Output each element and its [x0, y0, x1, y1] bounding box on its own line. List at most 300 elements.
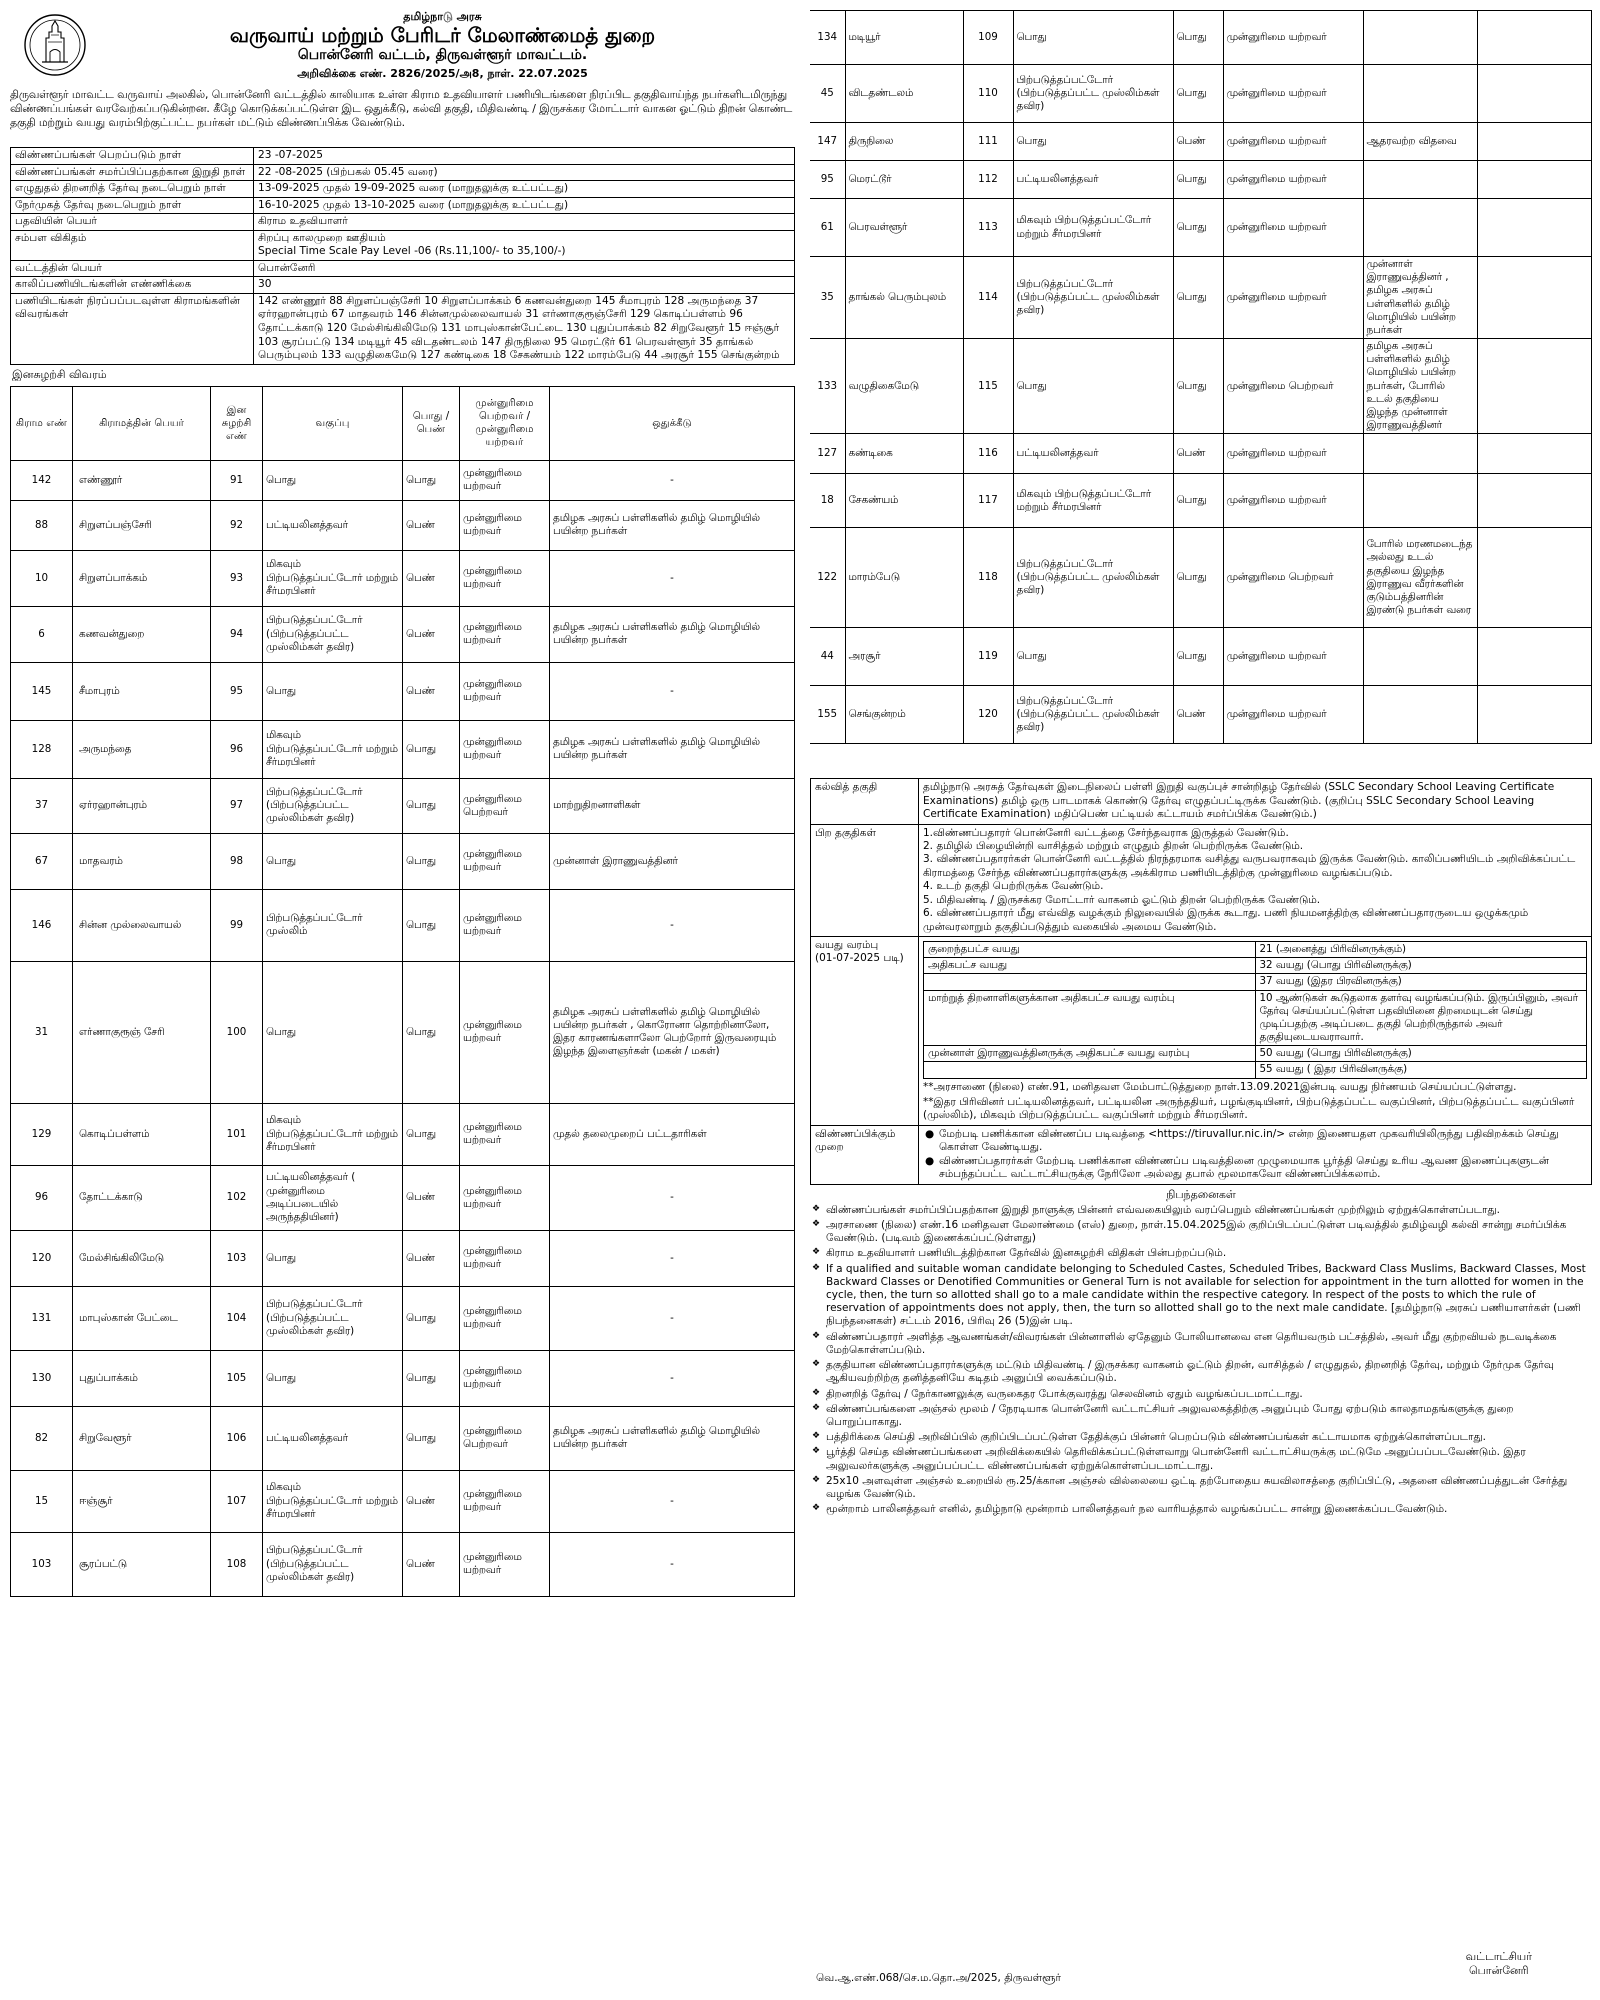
- cell-gen: பெண்: [403, 1470, 460, 1532]
- cell-cls: பொது: [263, 1230, 403, 1286]
- cell-no: 155: [810, 686, 845, 744]
- cell-no: 37: [11, 778, 73, 833]
- cell-cls: பிற்படுத்தப்பட்டோர் (பிற்படுத்தப்பட்ட முஸ்லிம்கள் தவிர): [263, 1286, 403, 1350]
- cell-rot: 113: [963, 199, 1013, 257]
- cell-pri: முன்னுரிமை யற்றவர்: [460, 1103, 550, 1165]
- cell-gen: பெண்: [1173, 123, 1223, 161]
- cell-name: சிறுவேளூர்: [73, 1406, 211, 1470]
- table-row: [11, 1532, 795, 1596]
- cell-res: [1363, 434, 1477, 474]
- cell-pri: முன்னுரிமை யற்றவர்: [460, 550, 550, 606]
- cell-gen: பொது: [1173, 628, 1223, 686]
- other-qual-item: 6. விண்ணப்பதாரர் மீது எவ்வித வழக்கும் நிலுவையில் இருக்க கூடாது. பணி நியமனத்திற்கு விண்ணப்பதாரருடைய ஒழுக்கமும் முன்வரலாறும் தகுதிப்படுத்தும் வகையில் அமைய வேண்டும்.: [923, 907, 1529, 933]
- cell-gen: பெண்: [403, 1532, 460, 1596]
- condition-item: ❖ 25x10 அளவுள்ள அஞ்சல் உறையில் ரூ.25/க்கான அஞ்சல் வில்லையை ஒட்டி தற்போதைய சுயவிலாசத்தை குறிப்பிட்டு, அதனை விண்ணப்பத்துடன் சேர்த்து வழங்க வேண்டும்.: [810, 1475, 1592, 1501]
- cell-name: எர்ணாகுரூஞ் சேரி: [73, 961, 211, 1103]
- info-row: [11, 230, 795, 260]
- cell-spacer: [1477, 11, 1592, 65]
- cell-no: 10: [11, 550, 73, 606]
- cell-name: புதுப்பாக்கம்: [73, 1350, 211, 1406]
- table-row: [810, 123, 1592, 161]
- cell-name: அரசூர்: [845, 628, 963, 686]
- cell-res: -: [550, 1230, 795, 1286]
- signature-block: [1466, 1950, 1532, 1978]
- cell-no: 122: [810, 528, 845, 628]
- cell-pri: முன்னுரிமை யற்றவர்: [460, 1532, 550, 1596]
- info-value: [254, 214, 795, 231]
- cell-name: கொடிப்பள்ளம்: [73, 1103, 211, 1165]
- cell-pri: முன்னுரிமை யற்றவர்: [1223, 123, 1363, 161]
- cell-cls: பொது: [263, 961, 403, 1103]
- cell-cls: மிகவும் பிற்படுத்தப்பட்டோர் மற்றும் சீர்மரபினர்: [263, 1103, 403, 1165]
- cell-no: 133: [810, 339, 845, 434]
- info-value-text: 30: [258, 278, 272, 291]
- cell-res: தமிழக அரசுப் பள்ளிகளில் தமிழ் மொழியில் பயின்ற நபர்கள்: [550, 606, 795, 662]
- info-value-text: 22 -08-2025 (பிற்பகல் 05.45 வரை): [258, 165, 438, 178]
- cell-pri: முன்னுரிமை யற்றவர்: [460, 662, 550, 720]
- cell-gen: பொது: [403, 1350, 460, 1406]
- cell-rot: 105: [211, 1350, 263, 1406]
- vacancy-section-title: இனசுழற்சி விவரம்: [12, 367, 107, 381]
- header-text: [90, 10, 795, 81]
- cell-gen: பெண்: [403, 550, 460, 606]
- cell-name: சின்ன முல்லைவாயல்: [73, 889, 211, 961]
- age-row: [924, 1062, 1587, 1078]
- cell-name: மாதவரம்: [73, 833, 211, 889]
- cell-cls: பொது: [263, 833, 403, 889]
- vacancy-header-cell: கிராம எண்: [11, 386, 73, 460]
- cell-name: மேல்சிங்கிலிமேடு: [73, 1230, 211, 1286]
- age-key: [924, 974, 1256, 990]
- cell-name: கண்டிகை: [845, 434, 963, 474]
- apply-row: [811, 1125, 1592, 1184]
- cell-cls: பிற்படுத்தப்பட்டோர் முஸ்லிம்: [263, 889, 403, 961]
- cell-res: [1363, 628, 1477, 686]
- cell-name: மாபுஸ்கான் பேட்டை: [73, 1286, 211, 1350]
- table-row: [11, 550, 795, 606]
- edu-row: [811, 779, 1592, 824]
- table-row: [810, 199, 1592, 257]
- cell-no: 88: [11, 500, 73, 550]
- age-row: [924, 974, 1587, 990]
- cell-no: 131: [11, 1286, 73, 1350]
- edu-text: தமிழ்நாடு அரசுத் தேர்வுகள் இடைநிலைப் பள்ளி இறுதி வகுப்புச் சான்றிதழ் தேர்வில் (SSLC Secondary School Leaving Certificate Examinations) தமிழ் ஒரு பாடமாகக் கொண்டு தேர்வு எழுதப்பட்டிருக்க வேண்டும். (குறிப்பு SSLC Secondary School Leaving Certificate Examination) மதிப்பெண் பட்டியல் கட்டாயம் சமர்ப்பிக்க வேண்டும்.): [919, 779, 1592, 824]
- cell-rot: 99: [211, 889, 263, 961]
- vacancy-table-right: [810, 10, 1592, 744]
- cell-cls: பட்டியலினத்தவர்: [263, 500, 403, 550]
- info-label: பணியிடங்கள் நிரப்பப்படவுள்ள கிராமங்களின் விவரங்கள்: [11, 293, 254, 364]
- cell-pri: முன்னுரிமை யற்றவர்: [460, 889, 550, 961]
- cell-res: முதல் தலைமுறைப் பட்டதாரிகள்: [550, 1103, 795, 1165]
- cell-name: கணவன்துறை: [73, 606, 211, 662]
- cell-res: -: [550, 1532, 795, 1596]
- table-row: [11, 606, 795, 662]
- info-row: [11, 148, 795, 165]
- info-value: [254, 293, 795, 364]
- cell-cls: பிற்படுத்தப்பட்டோர் (பிற்படுத்தப்பட்ட முஸ்லிம்கள் தவிர): [1013, 257, 1173, 339]
- info-value: [254, 230, 795, 260]
- cell-gen: பொது: [403, 1286, 460, 1350]
- age-value: 21 (அனைத்து பிரிவினருக்கும்): [1255, 942, 1587, 958]
- cell-gen: பெண்: [403, 1165, 460, 1230]
- cell-res: முன்னாள் இராணுவத்தினர் , தமிழக அரசுப் பள்ளிகளில் தமிழ் மொழியில் பயின்ற நபர்கள்: [1363, 257, 1477, 339]
- cell-spacer: [1477, 257, 1592, 339]
- cell-name: வழுதிகைமேடு: [845, 339, 963, 434]
- cell-pri: முன்னுரிமை பெற்றவர்: [460, 778, 550, 833]
- cell-no: 129: [11, 1103, 73, 1165]
- table-row: [11, 961, 795, 1103]
- cell-rot: 94: [211, 606, 263, 662]
- table-row: [11, 1230, 795, 1286]
- notification-number: அறிவிக்கை எண். 2826/2025/அ8, நாள். 22.07.2025: [297, 66, 588, 80]
- other-qual-item: 2. தமிழில் பிழையின்றி வாசித்தல் மற்றும் எழுதும் திறன் பெற்றிருக்க வேண்டும்.: [923, 839, 1304, 852]
- age-note-2: **இதர பிரிவினர் பட்டியலினத்தவர், பட்டியலின அருந்ததியர், பழங்குடியினர், பிற்படுத்தப்பட்ட வகுப்பினர், பிற்படுத்தப்பட்ட வகுப்பினர் (முஸ்லிம்), மிகவும் பிற்படுத்தப்பட்ட வகுப்பினர் மற்றும் சீர்மரபினர்.: [923, 1096, 1575, 1122]
- condition-item: ❖ பூர்த்தி செய்த விண்ணப்பங்களை அறிவிக்கையில் தெரிவிக்கப்பட்டுள்ளவாறு பொன்னேரி வட்டாட்சியருக்கு மட்டுமே அனுப்பப்படவேண்டும். இதர அலுவலர்களுக்கு அனுப்பப்பட்ட விண்ணப்பங்கள் ஏற்றுக்கொள்ளப்படமாட்டாது.: [810, 1446, 1592, 1472]
- info-row: [11, 181, 795, 198]
- other-qual-item: 1.விண்ணப்பதாரர் பொன்னேரி வட்டத்தை சேர்ந்தவராக இருத்தல் வேண்டும்.: [923, 826, 1289, 839]
- cell-no: 95: [810, 161, 845, 199]
- other-qual-item: 4. உடற் தகுதி பெற்றிருக்க வேண்டும்.: [923, 880, 1104, 893]
- cell-pri: முன்னுரிமை யற்றவர்: [460, 833, 550, 889]
- condition-item: ❖ திறனறித் தேர்வு / நேர்காணலுக்கு வருகைதர போக்குவரத்து செலவினம் ஏதும் வழங்கப்படமாட்டாது.: [810, 1388, 1592, 1401]
- age-note-1: **அரசாணை (நிலை) எண்.91, மனிதவள மேம்பாட்டுத்துறை நாள்.13.09.2021இன்படி வயது நிர்ணயம் செய்யப்பட்டுள்ளது.: [923, 1080, 1517, 1093]
- cell-name: பெரவள்ளூர்: [845, 199, 963, 257]
- cell-no: 120: [11, 1230, 73, 1286]
- condition-item: ❖ பத்திரிக்கை செய்தி அறிவிப்பில் குறிப்பிடப்பட்டுள்ள தேதிக்குப் பின்னர் பெறப்படும் விண்ணப்பங்கள் கட்டாயமாக ஏற்றுக்கொள்ளப்படாது.: [810, 1431, 1592, 1444]
- cell-rot: 107: [211, 1470, 263, 1532]
- cell-res: -: [550, 460, 795, 500]
- cell-pri: முன்னுரிமை யற்றவர்: [460, 1165, 550, 1230]
- cell-spacer: [1477, 686, 1592, 744]
- age-key: அதிகபட்ச வயது: [924, 958, 1256, 974]
- qualification-table: [810, 778, 1592, 1184]
- cell-cls: மிகவும் பிற்படுத்தப்பட்டோர் மற்றும் சீர்மரபினர்: [1013, 199, 1173, 257]
- table-row: [810, 528, 1592, 628]
- table-row: [11, 662, 795, 720]
- cell-no: 103: [11, 1532, 73, 1596]
- age-value: 10 ஆண்டுகள் கூடுதலாக தளர்வு வழங்கப்படும். இருப்பினும், அவர் தேர்வு செய்யப்பட்டுள்ள பதவியினை திறமையுடன் செய்து முடிப்பதற்கு அடிப்படை தகுதி பெற்றிருந்தால் அவர் தகுதியுடையவராவார்.: [1255, 990, 1587, 1046]
- cell-rot: 101: [211, 1103, 263, 1165]
- cell-rot: 112: [963, 161, 1013, 199]
- apply-item-text: விண்ணப்பதாரர்கள் மேற்படி பணிக்கான விண்ணப்ப படிவத்தினை முழுமையாக பூர்த்தி செய்து உரிய ஆவண இணைப்புகளுடன் சம்பந்தப்பட்ட வட்டாட்சியருக்கு நேரிலோ அல்லது தபால் மூலமாகவோ விண்ணப்பிக்கலாம்.: [939, 1154, 1550, 1181]
- condition-item: ❖ விண்ணப்பங்கள் சமர்ப்பிப்பதற்கான இறுதி நாளுக்கு பின்னர் எவ்வகையிலும் வரப்பெறும் விண்ணப்பங்கள் முற்றிலும் ஏற்றுக்கொள்ளப்படாது.: [810, 1204, 1592, 1217]
- other-qual-list: [923, 827, 1587, 935]
- cell-res: [1363, 65, 1477, 123]
- cell-rot: 110: [963, 65, 1013, 123]
- cell-rot: 106: [211, 1406, 263, 1470]
- cell-cls: பொது: [1013, 339, 1173, 434]
- cell-spacer: [1477, 161, 1592, 199]
- info-value-text: பொன்னேரி: [258, 261, 316, 274]
- cell-rot: 96: [211, 720, 263, 778]
- cell-cls: பட்டியலினத்தவர்: [263, 1406, 403, 1470]
- conditions-list: [810, 1204, 1592, 1517]
- cell-cls: பிற்படுத்தப்பட்டோர் (பிற்படுத்தப்பட்ட முஸ்லிம்கள் தவிர): [1013, 65, 1173, 123]
- cell-name: மடியூர்: [845, 11, 963, 65]
- cell-gen: பொது: [1173, 528, 1223, 628]
- cell-gen: பெண்: [1173, 686, 1223, 744]
- age-label-date: (01-07-2025 படி): [815, 952, 904, 965]
- cell-name: எண்ணூர்: [73, 460, 211, 500]
- cell-cls: பொது: [263, 460, 403, 500]
- cell-gen: பெண்: [403, 500, 460, 550]
- info-value: [254, 277, 795, 294]
- age-row: [924, 1046, 1587, 1062]
- table-row: [11, 500, 795, 550]
- cell-res: -: [550, 550, 795, 606]
- cell-name: மெரட்டூர்: [845, 161, 963, 199]
- age-row: [924, 990, 1587, 1046]
- cell-rot: 109: [963, 11, 1013, 65]
- table-row: [11, 1103, 795, 1165]
- cell-res: தமிழக அரசுப் பள்ளிகளில் தமிழ் மொழியில் பயின்ற நபர்கள் , கொரோனா தொற்றினாலோ, இதர காரணங்களாலோ பெற்றோர் இருவரையும் இழந்த இளைஞர்கள் (மகன் / மகள்): [550, 961, 795, 1103]
- info-label: எழுதுதல் திறனறித் தேர்வு நடைபெறும் நாள்: [11, 181, 254, 198]
- table-row: [11, 778, 795, 833]
- apply-label: விண்ணப்பிக்கும் முறை: [811, 1125, 919, 1184]
- cell-pri: முன்னுரிமை யற்றவர்: [1223, 628, 1363, 686]
- cell-no: 128: [11, 720, 73, 778]
- other-qual-row: [811, 824, 1592, 937]
- age-row: [811, 937, 1592, 1126]
- cell-rot: 111: [963, 123, 1013, 161]
- cell-cls: பிற்படுத்தப்பட்டோர் (பிற்படுத்தப்பட்ட முஸ்லிம்கள் தவிர): [263, 778, 403, 833]
- vacancy-header-cell: ஒதுக்கீடு: [550, 386, 795, 460]
- cell-spacer: [1477, 528, 1592, 628]
- cell-spacer: [1477, 339, 1592, 434]
- cell-name: செங்குன்றம்: [845, 686, 963, 744]
- conditions-title: நிபந்தனைகள்: [1166, 1187, 1236, 1201]
- edu-label: கல்வித் தகுதி: [811, 779, 919, 824]
- table-row: [810, 257, 1592, 339]
- info-value-text-2: Special Time Scale Pay Level -06 (Rs.11,100/- to 35,100/-): [258, 245, 566, 258]
- condition-item: ❖ விண்ணப்பதாரர் அளித்த ஆவணங்கள்/விவரங்கள் பின்னாளில் ஏதேனும் போலியானவை என தெரியவரும் பட்சத்தில், அவர் மீது குற்றவியல் நடவடிக்கை மேற்கொள்ளப்படும்.: [810, 1331, 1592, 1357]
- table-row: [11, 1406, 795, 1470]
- cell-cls: மிகவும் பிற்படுத்தப்பட்டோர் மற்றும் சீர்மரபினர்: [263, 550, 403, 606]
- info-value: [254, 260, 795, 277]
- cell-res: ஆதரவற்ற விதவை: [1363, 123, 1477, 161]
- age-value: 55 வயது ( இதர பிரிவினருக்கு): [1255, 1062, 1587, 1078]
- vacancy-header-cell: வகுப்பு: [263, 386, 403, 460]
- cell-name: மாரம்பேடு: [845, 528, 963, 628]
- cell-no: 146: [11, 889, 73, 961]
- cell-spacer: [1477, 434, 1592, 474]
- cell-spacer: [1477, 123, 1592, 161]
- cell-rot: 114: [963, 257, 1013, 339]
- cell-gen: பொது: [403, 833, 460, 889]
- department-name: வருவாய் மற்றும் பேரிடர் மேலாண்மைத் துறை: [229, 23, 656, 48]
- bullet-icon: ●: [925, 1154, 935, 1167]
- cell-rot: 108: [211, 1532, 263, 1596]
- table-row: [11, 460, 795, 500]
- cell-res: [1363, 11, 1477, 65]
- cell-pri: முன்னுரிமை யற்றவர்: [1223, 257, 1363, 339]
- table-row: [11, 1470, 795, 1532]
- cell-cls: பொது: [263, 1350, 403, 1406]
- info-value: [254, 197, 795, 214]
- cell-res: [1363, 199, 1477, 257]
- cell-res: முன்னாள் இராணுவத்தினர்: [550, 833, 795, 889]
- age-row: [924, 958, 1587, 974]
- apply-item: [923, 1155, 1587, 1182]
- info-label: பதவியின் பெயர்: [11, 214, 254, 231]
- table-row: [11, 833, 795, 889]
- info-row: [11, 164, 795, 181]
- cell-spacer: [1477, 474, 1592, 528]
- condition-item: ❖ கிராம உதவியாளர் பணியிடத்திற்கான தேர்வில் இனசுழற்சி விதிகள் பின்பற்றப்படும்.: [810, 1247, 1592, 1260]
- cell-spacer: [1477, 628, 1592, 686]
- other-qual-item: 5. மிதிவண்டி / இருசக்கர மோட்டார் வாகனம் ஓட்டும் திறன் பெற்றிருக்க வேண்டும்.: [923, 893, 1321, 906]
- cell-no: 145: [11, 662, 73, 720]
- vacancy-header-cell: இன சுழற்சி எண்: [211, 386, 263, 460]
- cell-res: தமிழக அரசுப் பள்ளிகளில் தமிழ் மொழியில் பயின்ற நபர்கள், போரில் உடல் தகுதியை இழந்த முன்னாள் இராணுவத்தினர்: [1363, 339, 1477, 434]
- cell-gen: பொது: [1173, 474, 1223, 528]
- cell-no: 18: [810, 474, 845, 528]
- info-label: வட்டத்தின் பெயர்: [11, 260, 254, 277]
- cell-name: ஏர்ரஹான்புரம்: [73, 778, 211, 833]
- cell-gen: பெண்: [403, 1230, 460, 1286]
- cell-pri: முன்னுரிமை யற்றவர்: [1223, 11, 1363, 65]
- cell-no: 61: [810, 199, 845, 257]
- cell-no: 15: [11, 1470, 73, 1532]
- cell-cls: பொது: [1013, 11, 1173, 65]
- cell-gen: பொது: [403, 961, 460, 1103]
- table-row: [11, 1165, 795, 1230]
- age-key: முன்னாள் இராணுவத்தினருக்கு அதிகபட்ச வயது வரம்பு: [924, 1046, 1256, 1062]
- apply-item: [923, 1128, 1587, 1155]
- cell-gen: பொது: [1173, 339, 1223, 434]
- tamil-nadu-emblem-icon: [24, 12, 86, 78]
- cell-no: 45: [810, 65, 845, 123]
- cell-cls: பட்டியலினத்தவர் ( முன்னுரிமை அடிப்படையில் அருந்ததியினர்): [263, 1165, 403, 1230]
- bullet-icon: ●: [925, 1127, 935, 1140]
- cell-pri: முன்னுரிமை பெற்றவர்: [1223, 339, 1363, 434]
- cell-res: -: [550, 1165, 795, 1230]
- age-key: [924, 1062, 1256, 1078]
- info-row: [11, 197, 795, 214]
- cell-cls: பொது: [1013, 123, 1173, 161]
- vacancy-header-cell: முன்னுரிமை பெற்றவர் / முன்னுரிமை யற்றவர்: [460, 386, 550, 460]
- cell-name: தோட்டக்காடு: [73, 1165, 211, 1230]
- cell-rot: 91: [211, 460, 263, 500]
- table-row: [810, 628, 1592, 686]
- info-value-text: 23 -07-2025: [258, 149, 323, 161]
- cell-rot: 103: [211, 1230, 263, 1286]
- vacancy-header-cell: பொது / பெண்: [403, 386, 460, 460]
- cell-name: தாங்கல் பெரும்புலம்: [845, 257, 963, 339]
- table-row: [810, 434, 1592, 474]
- apply-item-text: மேற்படி பணிக்கான விண்ணப்ப படிவத்தை <https://tiruvallur.nic.in/> என்ற இணையதள முகவரியிலிருந்து பதிவிறக்கம் செய்து கொள்ள வேண்டியது.: [939, 1127, 1559, 1154]
- cell-res: தமிழக அரசுப் பள்ளிகளில் தமிழ் மொழியில் பயின்ற நபர்கள்: [550, 500, 795, 550]
- cell-pri: முன்னுரிமை யற்றவர்: [460, 1470, 550, 1532]
- age-limit-table: [923, 941, 1587, 1079]
- cell-no: 130: [11, 1350, 73, 1406]
- condition-item: ❖ If a qualified and suitable woman candidate belonging to Scheduled Castes, Scheduled Tribes, Backward Class Muslims, Backward Classes, Most Backward Classes or Denotified Communities or General Turn is not available for selection for appointment in the turn allotted for women in the cycle, then, the turn so allotted shall go to a male candidate within the respective category. In respect of the posts to which the rule of reservation of appointments does not apply, then, the turn so allotted shall go to the next male candidate. [தமிழ்நாடு அரசுப் பணியாளர்கள் (பணி நிபந்தனைகள்) சட்டம் 2016, பிரிவு 26 (5)இன் படி.: [810, 1263, 1592, 1329]
- cell-pri: முன்னுரிமை பெற்றவர்: [1223, 528, 1363, 628]
- cell-name: சீமாபுரம்: [73, 662, 211, 720]
- info-value: [254, 148, 795, 165]
- cell-pri: முன்னுரிமை யற்றவர்: [1223, 199, 1363, 257]
- table-row: [810, 474, 1592, 528]
- cell-cls: பொது: [263, 662, 403, 720]
- cell-pri: முன்னுரிமை யற்றவர்: [460, 1350, 550, 1406]
- cell-pri: முன்னுரிமை யற்றவர்: [460, 1286, 550, 1350]
- info-value: [254, 181, 795, 198]
- other-qual-label: பிற தகுதிகள்: [811, 824, 919, 937]
- cell-gen: பெண்: [1173, 434, 1223, 474]
- cell-no: 31: [11, 961, 73, 1103]
- cell-name: விடதண்டலம்: [845, 65, 963, 123]
- cell-rot: 95: [211, 662, 263, 720]
- cell-no: 96: [11, 1165, 73, 1230]
- cell-cls: பொது: [1013, 628, 1173, 686]
- age-value: 37 வயது (இதர பிரவினருக்கு): [1255, 974, 1587, 990]
- cell-res: [1363, 686, 1477, 744]
- cell-res: [1363, 474, 1477, 528]
- cell-no: 6: [11, 606, 73, 662]
- cell-rot: 117: [963, 474, 1013, 528]
- cell-rot: 97: [211, 778, 263, 833]
- cell-no: 142: [11, 460, 73, 500]
- vacancy-table-left: [10, 386, 795, 1597]
- cell-cls: பட்டியலினத்தவர்: [1013, 434, 1173, 474]
- apply-method-list: [923, 1128, 1587, 1182]
- table-row: [11, 1350, 795, 1406]
- cell-spacer: [1477, 65, 1592, 123]
- cell-res: -: [550, 1286, 795, 1350]
- cell-no: 147: [810, 123, 845, 161]
- age-label: [811, 937, 919, 1126]
- condition-item: ❖ மூன்றாம் பாலினத்தவர் எனில், தமிழ்நாடு மூன்றாம் பாலினத்தவர் நல வாரியத்தால் வழங்கப்பட்ட சான்று இணைக்கப்படவேண்டும்.: [810, 1503, 1592, 1516]
- cell-pri: முன்னுரிமை யற்றவர்: [460, 460, 550, 500]
- cell-res: -: [550, 662, 795, 720]
- vacancy-header-row: [11, 386, 795, 460]
- cell-pri: முன்னுரிமை யற்றவர்: [460, 720, 550, 778]
- cell-rot: 115: [963, 339, 1013, 434]
- table-row: [11, 1286, 795, 1350]
- age-row: [924, 942, 1587, 958]
- info-label: விண்ணப்பங்கள் பெறப்படும் நாள்: [11, 148, 254, 165]
- cell-cls: பிற்படுத்தப்பட்டோர் (பிற்படுத்தப்பட்ட முஸ்லிம்கள் தவிர): [263, 1532, 403, 1596]
- condition-item: ❖ தகுதியான விண்ணப்பதாரர்களுக்கு மட்டும் மிதிவண்டி / இருசக்கர வாகனம் ஓட்டும் திறன், வாசித்தல் / எழுதுதல், திறனறித் தேர்வு, மற்றும் நேர்முக தேர்வு ஆகியவற்றிற்கு தனித்தனியே கடிதம் அனுப்பி வைக்கப்படும்.: [810, 1359, 1592, 1385]
- cell-name: அருமந்தை: [73, 720, 211, 778]
- cell-no: 82: [11, 1406, 73, 1470]
- cell-gen: பெண்: [403, 606, 460, 662]
- cell-no: 134: [810, 11, 845, 65]
- intro-paragraph: திருவள்ளூர் மாவட்ட வருவாய் அலகில், பொன்னேரி வட்டத்தில் காலியாக உள்ள கிராம உதவியாளர் பணியிடங்களை நிரப்பிட தகுதிவாய்ந்த நபர்களிடமிருந்து விண்ணப்பங்கள் வரவேற்கப்படுகின்றன. கீழே கொடுக்கப்பட்டுள்ள இட ஒதுக்கீடு, கல்வி தகுதி, மிதிவண்டி / இருசக்கர மோட்டார் வாகன ஓட்டும் திறன் கொண்ட தகுதி மற்றும் வயது வரம்பிற்குட்பட்ட நபர்கள் மட்டும் விண்ணப்பிக்க வேண்டும்.: [10, 88, 793, 130]
- cell-res: [1363, 161, 1477, 199]
- cell-name: சிறுளப்பாக்கம்: [73, 550, 211, 606]
- cell-pri: முன்னுரிமை யற்றவர்: [460, 500, 550, 550]
- cell-no: 127: [810, 434, 845, 474]
- cell-cls: மிகவும் பிற்படுத்தப்பட்டோர் மற்றும் சீர்மரபினர்: [1013, 474, 1173, 528]
- age-value: 32 வயது (பொது பிரிவினருக்கு): [1255, 958, 1587, 974]
- age-key: குறைந்தபட்ச வயது: [924, 942, 1256, 958]
- cell-cls: பிற்படுத்தப்பட்டோர் (பிற்படுத்தப்பட்ட முஸ்லிம்கள் தவிர): [263, 606, 403, 662]
- signature-place: பொன்னேரி: [1469, 1964, 1529, 1978]
- cell-res: போரில் மரணமடைந்த அல்லது உடல் தகுதியை இழந்த இராணுவ வீரர்களின் குடும்பத்தினரின் இரண்டு நபர்கள் வரை: [1363, 528, 1477, 628]
- age-value: 50 வயது (பொது பிரிவினருக்கு): [1255, 1046, 1587, 1062]
- cell-name: திருநிலை: [845, 123, 963, 161]
- cell-gen: பொது: [1173, 257, 1223, 339]
- cell-no: 44: [810, 628, 845, 686]
- cell-pri: முன்னுரிமை யற்றவர்: [1223, 161, 1363, 199]
- cell-rot: 102: [211, 1165, 263, 1230]
- table-row: [810, 161, 1592, 199]
- right-column: [810, 10, 1592, 1995]
- info-row: [11, 293, 795, 364]
- table-row: [810, 11, 1592, 65]
- cell-res: தமிழக அரசுப் பள்ளிகளில் தமிழ் மொழியில் பயின்ற நபர்கள்: [550, 1406, 795, 1470]
